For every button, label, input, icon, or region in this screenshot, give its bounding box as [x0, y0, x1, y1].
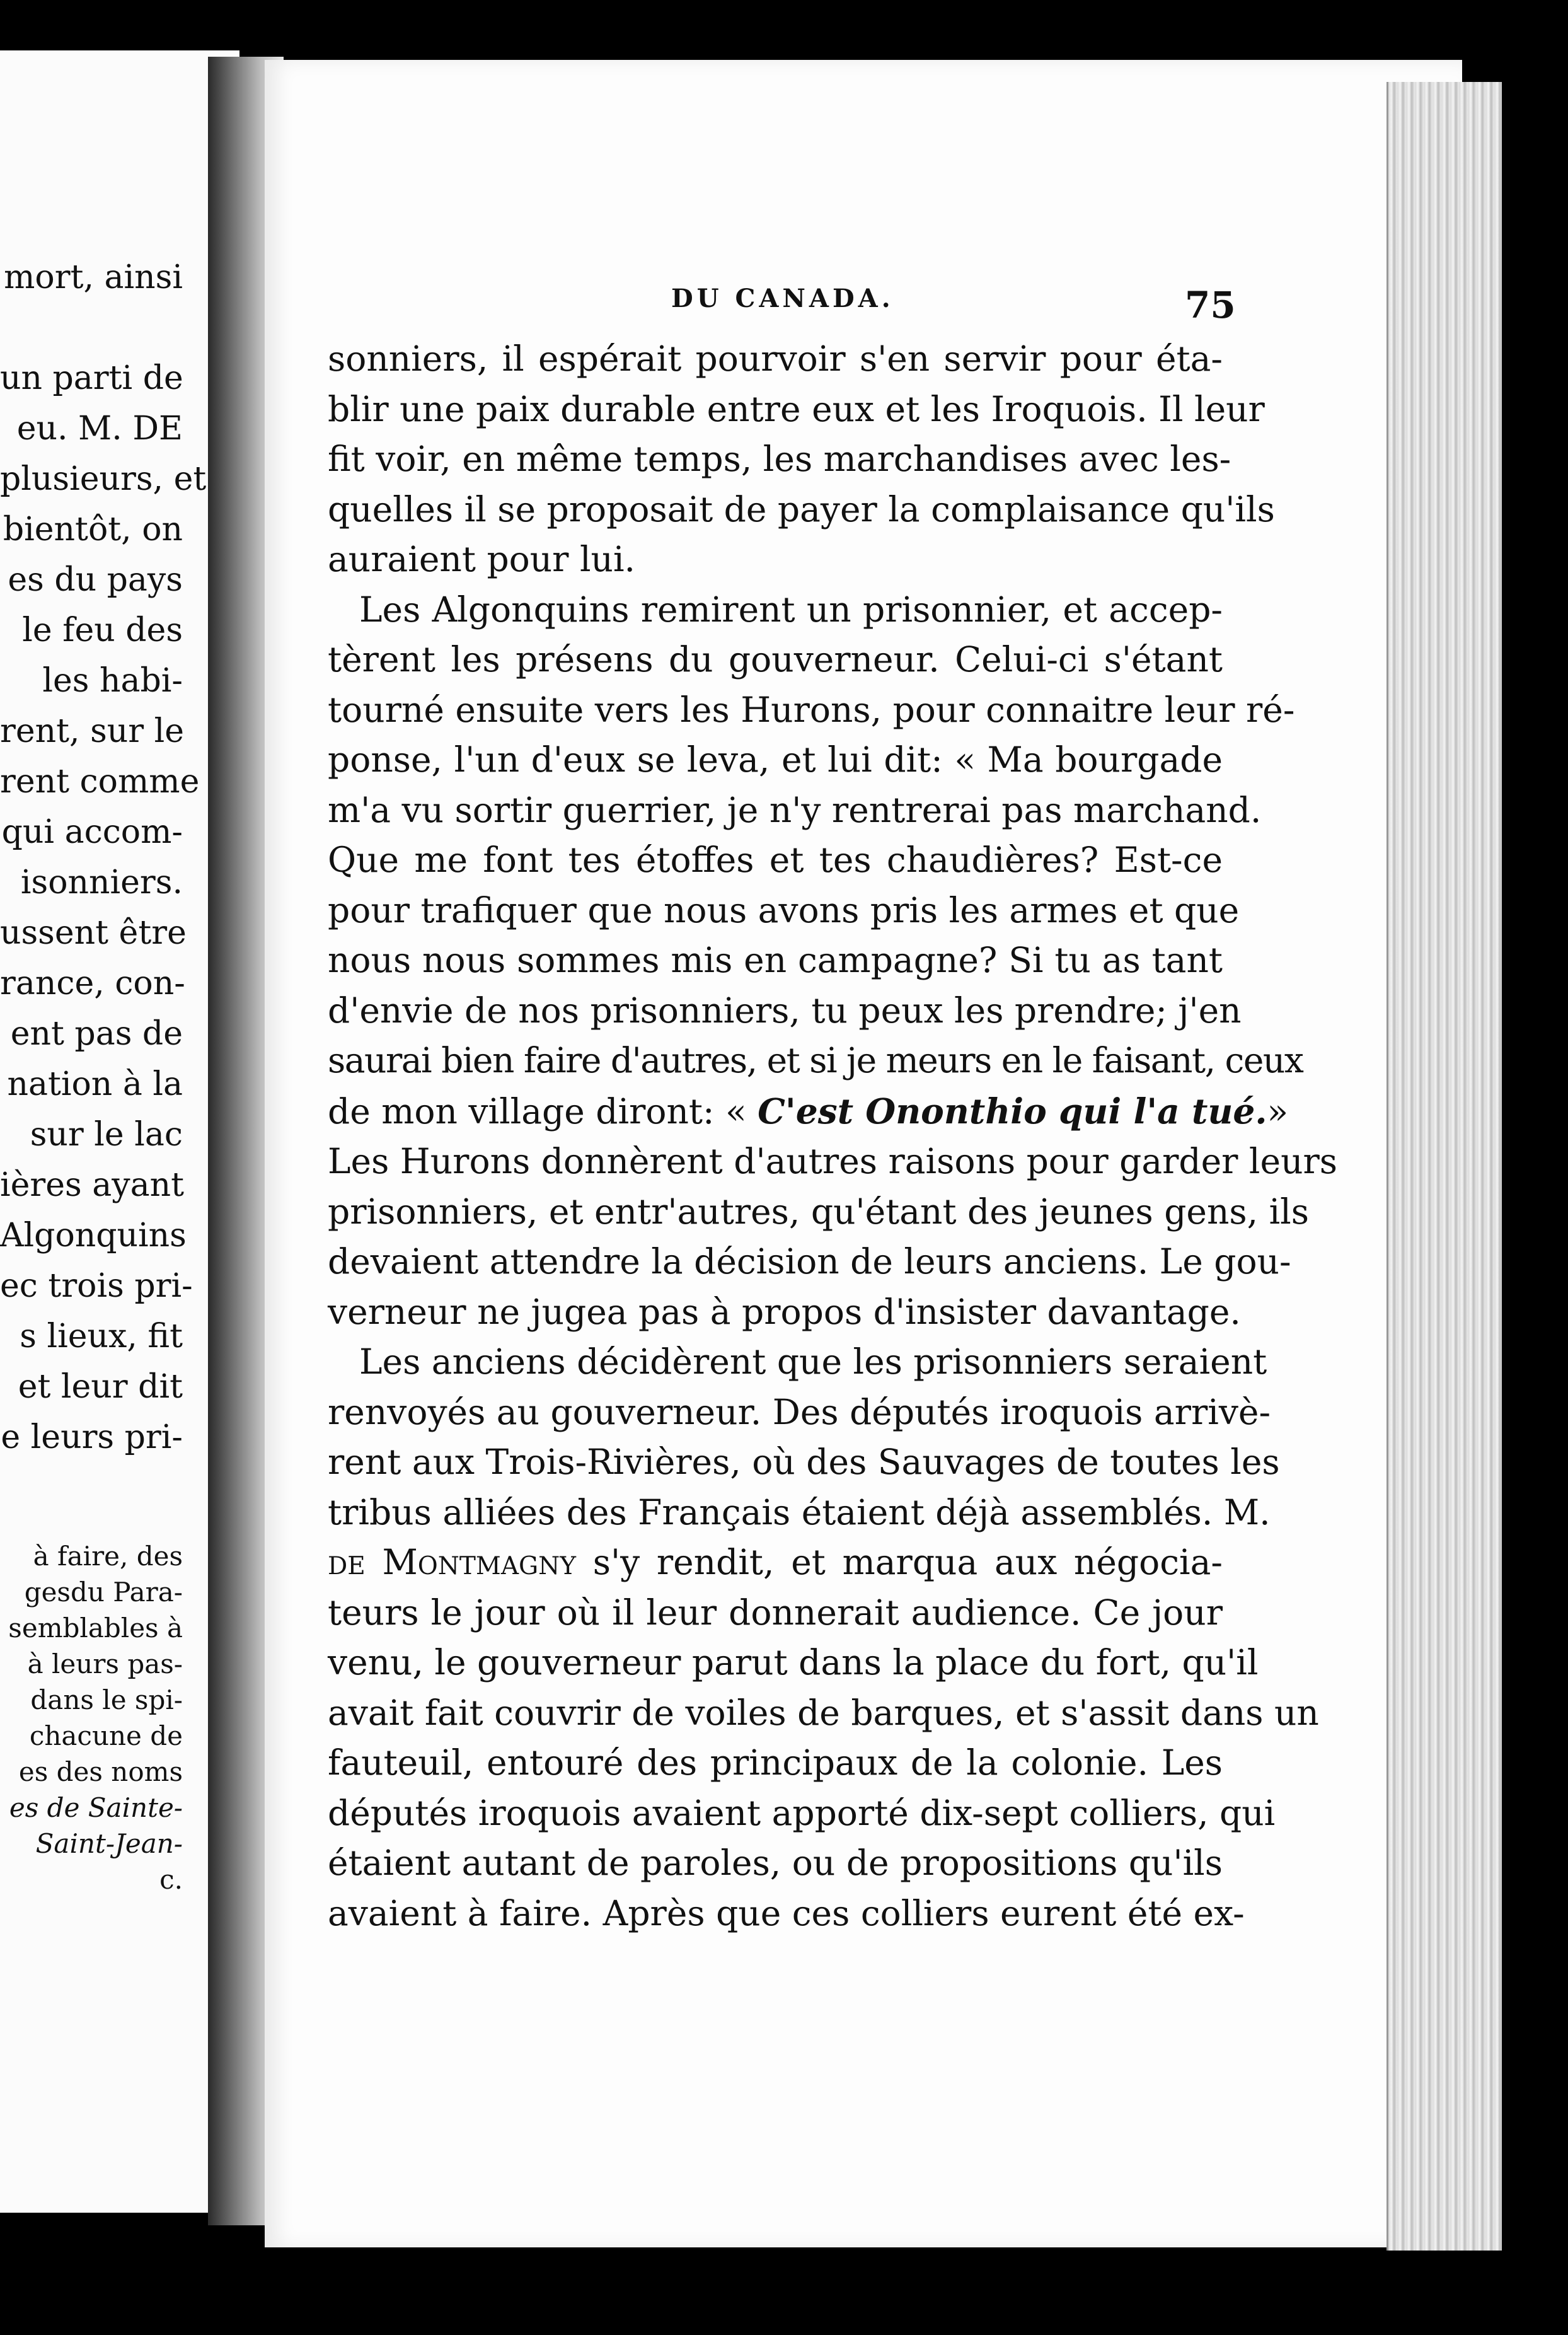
- text-line: avaient à faire. Après que ces colliers eurent été ex-: [328, 1892, 1245, 1933]
- text-line: blir une paix durable entre eux et les Iroquois. Il leur: [328, 388, 1265, 429]
- left-note-line: semblables à: [8, 1613, 183, 1643]
- left-line: es du pays: [8, 561, 183, 599]
- left-line: bientôt, on: [3, 511, 183, 548]
- text-line: auraient pour lui.: [328, 539, 636, 579]
- left-line: et leur dit: [18, 1368, 183, 1406]
- body-text: [328, 334, 1338, 1938]
- left-line: ec trois pri-: [0, 1267, 193, 1305]
- text-line: députés iroquois avaient apporté dix-sept colliers, qui: [328, 1792, 1276, 1833]
- text-line: venu, le gouverneur parut dans la place du fort, qu'il: [328, 1642, 1259, 1683]
- text-line: Les anciens décidèrent que les prisonniers seraient: [359, 1341, 1267, 1382]
- left-line: ussent être: [0, 914, 187, 952]
- left-page-footnotes: [0, 1538, 183, 1898]
- left-line: Algonquins: [0, 1217, 187, 1254]
- left-line: rance, con-: [0, 965, 185, 1002]
- text-line: saurai bien faire d'autres, et si je meurs en le faisant, ceux: [328, 1040, 1303, 1081]
- left-note-line: Saint-Jean-: [35, 1828, 183, 1859]
- name-smallcaps: de Montmagny: [328, 1542, 577, 1582]
- left-line: rent comme: [0, 763, 200, 801]
- text-line: pour trafiquer que nous avons pris les armes et que: [328, 889, 1240, 930]
- left-note-line: gesdu Para-: [24, 1577, 183, 1608]
- left-line: plusieurs, et: [0, 460, 207, 498]
- left-note-line: à leurs pas-: [27, 1648, 183, 1679]
- text-line: sonniers, il espérait pourvoir s'en servir pour éta-: [328, 339, 1223, 379]
- text-line: m'a vu sortir guerrier, je n'y rentrerai pas marchand.: [328, 789, 1262, 830]
- text-span: »: [1267, 1091, 1289, 1132]
- text-line: fit voir, en même temps, les marchandises avec les-: [328, 439, 1231, 479]
- text-line: nous nous sommes mis en campagne? Si tu as tant: [328, 940, 1223, 980]
- page-number: 75: [1185, 284, 1236, 327]
- left-line: nation à la: [7, 1065, 183, 1103]
- text-line: Les Algonquins remirent un prisonnier, et accep-: [359, 589, 1223, 630]
- text-line: étaient autant de paroles, ou de propositions qu'ils: [328, 1843, 1223, 1883]
- text-line: d'envie de nos prisonniers, tu peux les prendre; j'en: [328, 990, 1242, 1031]
- text-line: tourné ensuite vers les Hurons, pour connaitre leur ré-: [328, 689, 1295, 730]
- text-line: ponse, l'un d'eux se leva, et lui dit: « Ma bourgade: [328, 739, 1223, 780]
- text-line: tribus alliées des Français étaient déjà assemblés. M.: [328, 1492, 1271, 1533]
- text-line: teurs le jour où il leur donnerait audience. Ce jour: [328, 1592, 1223, 1633]
- quoted-speech: C'est Ononthio qui l'a tué.: [758, 1090, 1267, 1132]
- left-line: sur le lac: [30, 1116, 183, 1154]
- left-note-line: es de Sainte-: [9, 1792, 183, 1823]
- left-line: e leurs pri-: [1, 1418, 183, 1456]
- left-line: rent, sur le: [0, 712, 185, 750]
- left-line: s lieux, fit: [20, 1318, 183, 1355]
- left-line: [0, 303, 183, 353]
- text-line: quelles il se proposait de payer la complaisance qu'ils: [328, 489, 1275, 530]
- text-line: tèrent les présens du gouverneur. Celui-ci s'étant: [328, 639, 1223, 680]
- text-span: de mon village diront: «: [328, 1091, 758, 1132]
- left-note-line: chacune de: [29, 1720, 183, 1751]
- left-line: isonniers.: [20, 864, 183, 901]
- text-line: prisonniers, et entr'autres, qu'étant des jeunes gens, ils: [328, 1191, 1309, 1232]
- text-line: verneur ne jugea pas à propos d'insister davantage.: [328, 1291, 1241, 1332]
- running-head: DU CANADA.: [671, 284, 894, 313]
- left-line: mort, ainsi: [4, 258, 183, 296]
- text-line: renvoyés au gouverneur. Des députés iroquois arrivè-: [328, 1391, 1271, 1432]
- text-line: devaient attendre la décision de leurs anciens. Le gou-: [328, 1241, 1291, 1282]
- text-line: [328, 1086, 1289, 1137]
- left-line: ières ayant: [0, 1166, 185, 1204]
- text-line: [328, 1538, 1223, 1588]
- left-line: eu. M. DE: [16, 410, 183, 448]
- left-note-line: es des noms: [18, 1756, 183, 1787]
- left-line: ent pas de: [10, 1015, 183, 1053]
- left-note-line: dans le spi-: [30, 1684, 183, 1715]
- left-page-text: [0, 252, 207, 1463]
- page-edges: [1386, 82, 1502, 2251]
- text-line: fauteuil, entouré des principaux de la colonie. Les: [328, 1742, 1223, 1783]
- left-note-line: à faire, des: [33, 1541, 183, 1572]
- left-line: le feu des: [22, 611, 183, 649]
- text-line: rent aux Trois-Rivières, où des Sauvages de toutes les: [328, 1442, 1280, 1482]
- left-line: les habi-: [42, 662, 183, 700]
- left-line: un parti de: [0, 359, 183, 397]
- text-line: Les Hurons donnèrent d'autres raisons pour garder leurs: [328, 1141, 1338, 1181]
- text-line: avait fait couvrir de voiles de barques, et s'assit dans un: [328, 1692, 1319, 1733]
- text-span: s'y rendit, et marqua aux négocia-: [576, 1542, 1223, 1582]
- text-line: Que me font tes étoffes et tes chaudières? Est-ce: [328, 840, 1223, 880]
- left-line: qui accom-: [1, 813, 183, 851]
- left-note-line: c.: [159, 1864, 183, 1895]
